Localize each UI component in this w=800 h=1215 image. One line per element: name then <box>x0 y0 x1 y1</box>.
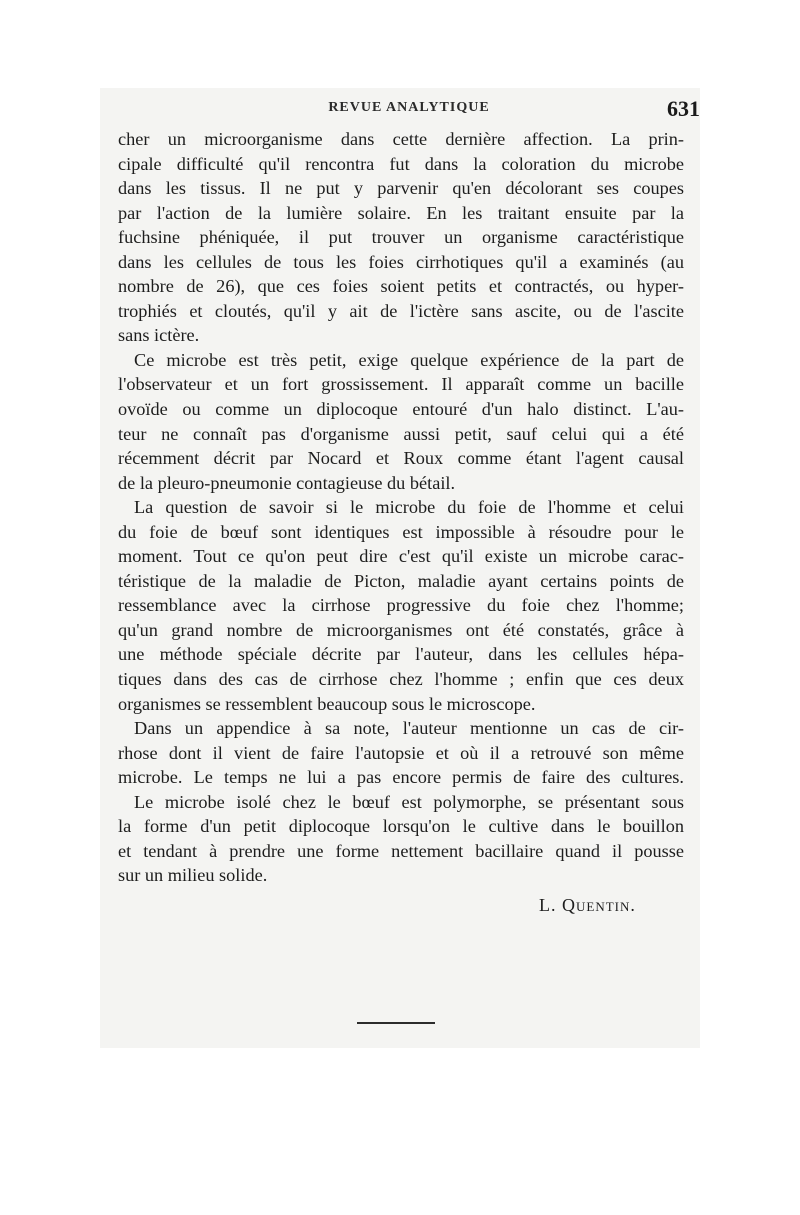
text-line: Ce microbe est très petit, exige quelque expérience de la part de <box>134 349 684 370</box>
text-line: sur un milieu solide. <box>118 865 268 886</box>
text-line: dans les tissus. Il ne put y parvenir qu'en décolorant ses coupes <box>118 178 684 199</box>
running-head-title: REVUE ANALYTIQUE <box>328 100 490 115</box>
page-number: 631 <box>667 96 700 121</box>
text-line: téristique de la maladie de Picton, maladie ayant certains points de <box>118 570 684 591</box>
text-line: cipale difficulté qu'il rencontra fut dans la coloration du microbe <box>118 153 684 174</box>
text-line: l'observateur et un fort grossissement. Il apparaît comme un bacille <box>118 374 684 395</box>
text-line: organismes se ressemblent beaucoup sous le microscope. <box>118 693 536 714</box>
text-line: par l'action de la lumière solaire. En les traitant ensuite par la <box>118 202 684 223</box>
text-line: et tendant à prendre une forme nettement bacillaire quand il pousse <box>118 840 684 861</box>
text-line: récemment décrit par Nocard et Roux comme étant l'agent causal <box>118 448 684 469</box>
text-line: dans les cellules de tous les foies cirrhotiques qu'il a examinés (au <box>118 251 684 272</box>
text-line: une méthode spéciale décrite par l'auteur, dans les cellules hépa- <box>118 644 684 665</box>
text-line: sans ictère. <box>118 325 200 346</box>
text-line: cher un microorganisme dans cette dernière affection. La prin- <box>118 129 684 149</box>
text-line: moment. Tout ce qu'on peut dire c'est qu'il existe un microbe carac- <box>118 546 684 567</box>
text-line: nombre de 26), que ces foies soient petits et contractés, ou hyper- <box>118 276 684 297</box>
running-head <box>118 98 700 122</box>
text-line: de la pleuro-pneumonie contagieuse du bétail. <box>118 472 456 493</box>
author-signature <box>539 895 636 916</box>
text-line: ovoïde ou comme un diplocoque entouré d'un halo distinct. L'au- <box>118 399 684 420</box>
text-line: du foie de bœuf sont identiques est impossible à résoudre pour le <box>118 521 684 542</box>
text-line: Le microbe isolé chez le bœuf est polymorphe, se présentant sous <box>134 791 684 812</box>
text-line: microbe. Le temps ne lui a pas encore permis de faire des cultures. <box>118 767 684 788</box>
text-line: rhose dont il vient de faire l'autopsie et où il a retrouvé son même <box>118 742 684 763</box>
text-line: Dans un appendice à sa note, l'auteur mentionne un cas de cir- <box>134 718 684 739</box>
end-rule-divider <box>357 1022 435 1024</box>
author-initial: L. <box>539 895 557 915</box>
text-line: ressemblance avec la cirrhose progressive du foie chez l'homme; <box>118 595 684 616</box>
text-line: la forme d'un petit diplocoque lorsqu'on le cultive dans le bouillon <box>118 816 684 837</box>
text-line: qu'un grand nombre de microorganismes ont été constatés, grâce à <box>118 619 684 640</box>
text-line: La question de savoir si le microbe du foie de l'homme et celui <box>134 497 684 518</box>
author-surname: Quentin. <box>562 895 636 915</box>
text-line: trophiés et cloutés, qu'il y ait de l'ictère sans ascite, ou de l'ascite <box>118 300 684 321</box>
text-line: fuchsine phéniquée, il put trouver un organisme caractéristique <box>118 227 684 248</box>
text-line: teur ne connaît pas d'organisme aussi petit, sauf celui qui a été <box>118 423 684 444</box>
text-line: tiques dans des cas de cirrhose chez l'homme ; enfin que ces deux <box>118 669 684 690</box>
article-body <box>118 127 684 888</box>
